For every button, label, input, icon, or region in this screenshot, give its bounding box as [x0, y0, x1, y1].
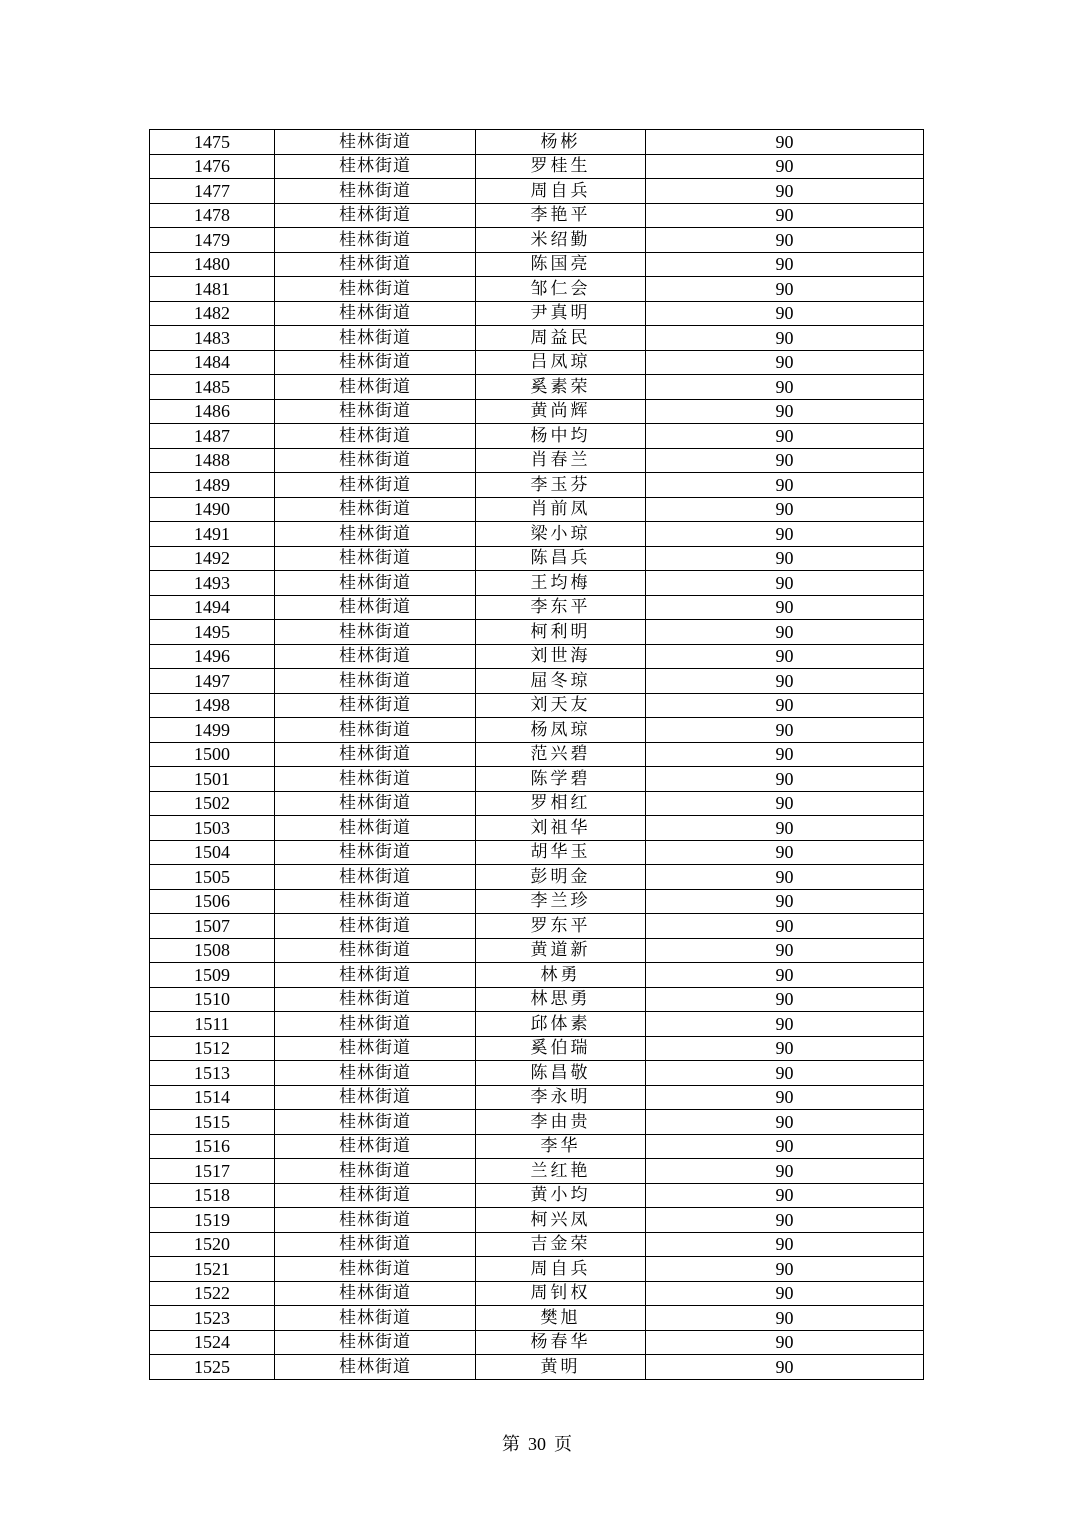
table-row — [150, 767, 924, 792]
street-cell: 桂林街道 — [275, 350, 476, 375]
street-cell: 桂林街道 — [275, 1330, 476, 1355]
row-number-cell: 1477 — [150, 179, 275, 204]
row-number-cell: 1490 — [150, 497, 275, 522]
street-cell: 桂林街道 — [275, 277, 476, 302]
table-row — [150, 326, 924, 351]
table-row — [150, 1281, 924, 1306]
person-name-cell: 邱体素 — [476, 1012, 646, 1037]
score-cell: 90 — [646, 1012, 924, 1037]
street-cell: 桂林街道 — [275, 252, 476, 277]
person-name-cell: 胡华玉 — [476, 840, 646, 865]
row-number-cell: 1514 — [150, 1085, 275, 1110]
street-cell: 桂林街道 — [275, 1159, 476, 1184]
score-cell: 90 — [646, 326, 924, 351]
person-name-cell: 奚素荣 — [476, 375, 646, 400]
score-cell: 90 — [646, 1355, 924, 1380]
table-row — [150, 1183, 924, 1208]
score-cell: 90 — [646, 546, 924, 571]
table-row — [150, 1036, 924, 1061]
row-number-cell: 1476 — [150, 154, 275, 179]
street-cell: 桂林街道 — [275, 1281, 476, 1306]
score-cell: 90 — [646, 399, 924, 424]
row-number-cell: 1506 — [150, 889, 275, 914]
row-number-cell: 1488 — [150, 448, 275, 473]
person-name-cell: 屈冬琼 — [476, 669, 646, 694]
score-cell: 90 — [646, 718, 924, 743]
row-number-cell: 1483 — [150, 326, 275, 351]
row-number-cell: 1524 — [150, 1330, 275, 1355]
page-footer-suffix: 页 — [554, 1434, 572, 1454]
table-row — [150, 718, 924, 743]
row-number-cell: 1491 — [150, 522, 275, 547]
row-number-cell: 1512 — [150, 1036, 275, 1061]
table-row — [150, 1208, 924, 1233]
street-cell: 桂林街道 — [275, 865, 476, 890]
table-row — [150, 987, 924, 1012]
score-cell: 90 — [646, 522, 924, 547]
street-cell: 桂林街道 — [275, 1036, 476, 1061]
score-cell: 90 — [646, 816, 924, 841]
table-row — [150, 1355, 924, 1380]
roster-table — [149, 129, 924, 1380]
score-cell: 90 — [646, 448, 924, 473]
row-number-cell: 1503 — [150, 816, 275, 841]
street-cell: 桂林街道 — [275, 154, 476, 179]
person-name-cell: 李华 — [476, 1134, 646, 1159]
street-cell: 桂林街道 — [275, 889, 476, 914]
street-cell: 桂林街道 — [275, 938, 476, 963]
person-name-cell: 肖春兰 — [476, 448, 646, 473]
table-row — [150, 399, 924, 424]
table-row — [150, 669, 924, 694]
row-number-cell: 1497 — [150, 669, 275, 694]
score-cell: 90 — [646, 277, 924, 302]
table-row — [150, 522, 924, 547]
row-number-cell: 1496 — [150, 644, 275, 669]
person-name-cell: 周钊权 — [476, 1281, 646, 1306]
street-cell: 桂林街道 — [275, 301, 476, 326]
score-cell: 90 — [646, 473, 924, 498]
table-row — [150, 473, 924, 498]
table-row — [150, 350, 924, 375]
score-cell: 90 — [646, 1257, 924, 1282]
street-cell: 桂林街道 — [275, 669, 476, 694]
table-row — [150, 840, 924, 865]
person-name-cell: 杨中均 — [476, 424, 646, 449]
row-number-cell: 1511 — [150, 1012, 275, 1037]
street-cell: 桂林街道 — [275, 767, 476, 792]
street-cell: 桂林街道 — [275, 1232, 476, 1257]
person-name-cell: 刘世海 — [476, 644, 646, 669]
row-number-cell: 1479 — [150, 228, 275, 253]
table-row — [150, 546, 924, 571]
score-cell: 90 — [646, 375, 924, 400]
row-number-cell: 1517 — [150, 1159, 275, 1184]
table-row — [150, 693, 924, 718]
table-row — [150, 497, 924, 522]
row-number-cell: 1516 — [150, 1134, 275, 1159]
row-number-cell: 1504 — [150, 840, 275, 865]
table-row — [150, 620, 924, 645]
score-cell: 90 — [646, 1208, 924, 1233]
row-number-cell: 1509 — [150, 963, 275, 988]
row-number-cell: 1485 — [150, 375, 275, 400]
table-row — [150, 791, 924, 816]
score-cell: 90 — [646, 252, 924, 277]
table-row — [150, 644, 924, 669]
table-row — [150, 1134, 924, 1159]
person-name-cell: 林思勇 — [476, 987, 646, 1012]
score-cell: 90 — [646, 914, 924, 939]
row-number-cell: 1502 — [150, 791, 275, 816]
score-cell: 90 — [646, 693, 924, 718]
row-number-cell: 1522 — [150, 1281, 275, 1306]
score-cell: 90 — [646, 791, 924, 816]
person-name-cell: 刘天友 — [476, 693, 646, 718]
table-row — [150, 154, 924, 179]
row-number-cell: 1478 — [150, 203, 275, 228]
row-number-cell: 1521 — [150, 1257, 275, 1282]
score-cell: 90 — [646, 130, 924, 155]
score-cell: 90 — [646, 497, 924, 522]
row-number-cell: 1486 — [150, 399, 275, 424]
person-name-cell: 周益民 — [476, 326, 646, 351]
street-cell: 桂林街道 — [275, 1257, 476, 1282]
score-cell: 90 — [646, 1159, 924, 1184]
table-row — [150, 1330, 924, 1355]
row-number-cell: 1520 — [150, 1232, 275, 1257]
street-cell: 桂林街道 — [275, 546, 476, 571]
row-number-cell: 1482 — [150, 301, 275, 326]
person-name-cell: 罗东平 — [476, 914, 646, 939]
person-name-cell: 黄尚辉 — [476, 399, 646, 424]
street-cell: 桂林街道 — [275, 1208, 476, 1233]
street-cell: 桂林街道 — [275, 1355, 476, 1380]
person-name-cell: 吉金荣 — [476, 1232, 646, 1257]
score-cell: 90 — [646, 1306, 924, 1331]
table-row — [150, 914, 924, 939]
score-cell: 90 — [646, 938, 924, 963]
person-name-cell: 李永明 — [476, 1085, 646, 1110]
table-row — [150, 571, 924, 596]
score-cell: 90 — [646, 1036, 924, 1061]
person-name-cell: 奚伯瑞 — [476, 1036, 646, 1061]
row-number-cell: 1480 — [150, 252, 275, 277]
score-cell: 90 — [646, 1232, 924, 1257]
row-number-cell: 1484 — [150, 350, 275, 375]
score-cell: 90 — [646, 889, 924, 914]
row-number-cell: 1487 — [150, 424, 275, 449]
score-cell: 90 — [646, 1134, 924, 1159]
person-name-cell: 邹仁会 — [476, 277, 646, 302]
score-cell: 90 — [646, 1061, 924, 1086]
score-cell: 90 — [646, 228, 924, 253]
street-cell: 桂林街道 — [275, 1061, 476, 1086]
person-name-cell: 尹真明 — [476, 301, 646, 326]
person-name-cell: 兰红艳 — [476, 1159, 646, 1184]
table-row — [150, 448, 924, 473]
street-cell: 桂林街道 — [275, 816, 476, 841]
table-row — [150, 889, 924, 914]
street-cell: 桂林街道 — [275, 1110, 476, 1135]
street-cell: 桂林街道 — [275, 522, 476, 547]
roster-table-body — [150, 130, 924, 1380]
person-name-cell: 陈昌兵 — [476, 546, 646, 571]
row-number-cell: 1492 — [150, 546, 275, 571]
street-cell: 桂林街道 — [275, 375, 476, 400]
row-number-cell: 1499 — [150, 718, 275, 743]
street-cell: 桂林街道 — [275, 130, 476, 155]
row-number-cell: 1481 — [150, 277, 275, 302]
street-cell: 桂林街道 — [275, 1183, 476, 1208]
person-name-cell: 樊旭 — [476, 1306, 646, 1331]
table-row — [150, 228, 924, 253]
person-name-cell: 李玉芬 — [476, 473, 646, 498]
row-number-cell: 1501 — [150, 767, 275, 792]
person-name-cell: 梁小琼 — [476, 522, 646, 547]
street-cell: 桂林街道 — [275, 326, 476, 351]
row-number-cell: 1523 — [150, 1306, 275, 1331]
person-name-cell: 黄小均 — [476, 1183, 646, 1208]
street-cell: 桂林街道 — [275, 644, 476, 669]
score-cell: 90 — [646, 669, 924, 694]
street-cell: 桂林街道 — [275, 399, 476, 424]
table-row — [150, 1085, 924, 1110]
street-cell: 桂林街道 — [275, 448, 476, 473]
score-cell: 90 — [646, 179, 924, 204]
table-row — [150, 375, 924, 400]
person-name-cell: 彭明金 — [476, 865, 646, 890]
street-cell: 桂林街道 — [275, 791, 476, 816]
person-name-cell: 米绍勤 — [476, 228, 646, 253]
person-name-cell: 刘祖华 — [476, 816, 646, 841]
table-row — [150, 1232, 924, 1257]
score-cell: 90 — [646, 644, 924, 669]
table-row — [150, 179, 924, 204]
street-cell: 桂林街道 — [275, 620, 476, 645]
score-cell: 90 — [646, 1183, 924, 1208]
page-footer — [0, 1430, 1074, 1456]
person-name-cell: 陈国亮 — [476, 252, 646, 277]
person-name-cell: 柯利明 — [476, 620, 646, 645]
street-cell: 桂林街道 — [275, 1134, 476, 1159]
street-cell: 桂林街道 — [275, 179, 476, 204]
table-row — [150, 1257, 924, 1282]
street-cell: 桂林街道 — [275, 228, 476, 253]
person-name-cell: 杨春华 — [476, 1330, 646, 1355]
row-number-cell: 1494 — [150, 595, 275, 620]
street-cell: 桂林街道 — [275, 1085, 476, 1110]
page-footer-prefix: 第 — [502, 1434, 520, 1454]
table-row — [150, 1012, 924, 1037]
person-name-cell: 吕凤琼 — [476, 350, 646, 375]
row-number-cell: 1518 — [150, 1183, 275, 1208]
row-number-cell: 1498 — [150, 693, 275, 718]
score-cell: 90 — [646, 424, 924, 449]
street-cell: 桂林街道 — [275, 693, 476, 718]
person-name-cell: 黄明 — [476, 1355, 646, 1380]
street-cell: 桂林街道 — [275, 571, 476, 596]
person-name-cell: 罗相红 — [476, 791, 646, 816]
person-name-cell: 李东平 — [476, 595, 646, 620]
person-name-cell: 范兴碧 — [476, 742, 646, 767]
score-cell: 90 — [646, 963, 924, 988]
table-row — [150, 252, 924, 277]
table-row — [150, 1061, 924, 1086]
row-number-cell: 1513 — [150, 1061, 275, 1086]
person-name-cell: 杨彬 — [476, 130, 646, 155]
street-cell: 桂林街道 — [275, 963, 476, 988]
score-cell: 90 — [646, 1281, 924, 1306]
row-number-cell: 1475 — [150, 130, 275, 155]
person-name-cell: 王均梅 — [476, 571, 646, 596]
table-row — [150, 742, 924, 767]
street-cell: 桂林街道 — [275, 742, 476, 767]
table-row — [150, 816, 924, 841]
person-name-cell: 柯兴凤 — [476, 1208, 646, 1233]
score-cell: 90 — [646, 571, 924, 596]
person-name-cell: 周自兵 — [476, 179, 646, 204]
score-cell: 90 — [646, 1085, 924, 1110]
score-cell: 90 — [646, 595, 924, 620]
score-cell: 90 — [646, 742, 924, 767]
person-name-cell: 林勇 — [476, 963, 646, 988]
row-number-cell: 1495 — [150, 620, 275, 645]
row-number-cell: 1489 — [150, 473, 275, 498]
score-cell: 90 — [646, 350, 924, 375]
table-row — [150, 301, 924, 326]
score-cell: 90 — [646, 767, 924, 792]
table-row — [150, 203, 924, 228]
row-number-cell: 1508 — [150, 938, 275, 963]
row-number-cell: 1500 — [150, 742, 275, 767]
row-number-cell: 1493 — [150, 571, 275, 596]
street-cell: 桂林街道 — [275, 497, 476, 522]
table-row — [150, 963, 924, 988]
person-name-cell: 肖前凤 — [476, 497, 646, 522]
street-cell: 桂林街道 — [275, 1306, 476, 1331]
score-cell: 90 — [646, 865, 924, 890]
street-cell: 桂林街道 — [275, 914, 476, 939]
person-name-cell: 黄道新 — [476, 938, 646, 963]
score-cell: 90 — [646, 154, 924, 179]
score-cell: 90 — [646, 987, 924, 1012]
street-cell: 桂林街道 — [275, 424, 476, 449]
person-name-cell: 李艳平 — [476, 203, 646, 228]
score-cell: 90 — [646, 1110, 924, 1135]
street-cell: 桂林街道 — [275, 840, 476, 865]
row-number-cell: 1510 — [150, 987, 275, 1012]
table-row — [150, 1110, 924, 1135]
table-row — [150, 1159, 924, 1184]
street-cell: 桂林街道 — [275, 1012, 476, 1037]
score-cell: 90 — [646, 301, 924, 326]
person-name-cell: 陈学碧 — [476, 767, 646, 792]
table-row — [150, 865, 924, 890]
row-number-cell: 1515 — [150, 1110, 275, 1135]
person-name-cell: 罗桂生 — [476, 154, 646, 179]
row-number-cell: 1525 — [150, 1355, 275, 1380]
street-cell: 桂林街道 — [275, 987, 476, 1012]
score-cell: 90 — [646, 840, 924, 865]
table-row — [150, 1306, 924, 1331]
row-number-cell: 1505 — [150, 865, 275, 890]
street-cell: 桂林街道 — [275, 718, 476, 743]
score-cell: 90 — [646, 620, 924, 645]
street-cell: 桂林街道 — [275, 473, 476, 498]
person-name-cell: 陈昌敬 — [476, 1061, 646, 1086]
person-name-cell: 周自兵 — [476, 1257, 646, 1282]
table-row — [150, 424, 924, 449]
score-cell: 90 — [646, 203, 924, 228]
table-row — [150, 130, 924, 155]
table-row — [150, 277, 924, 302]
table-row — [150, 595, 924, 620]
row-number-cell: 1507 — [150, 914, 275, 939]
person-name-cell: 李由贵 — [476, 1110, 646, 1135]
person-name-cell: 李兰珍 — [476, 889, 646, 914]
row-number-cell: 1519 — [150, 1208, 275, 1233]
street-cell: 桂林街道 — [275, 203, 476, 228]
table-row — [150, 938, 924, 963]
person-name-cell: 杨凤琼 — [476, 718, 646, 743]
score-cell: 90 — [646, 1330, 924, 1355]
street-cell: 桂林街道 — [275, 595, 476, 620]
page-number: 30 — [528, 1434, 546, 1454]
